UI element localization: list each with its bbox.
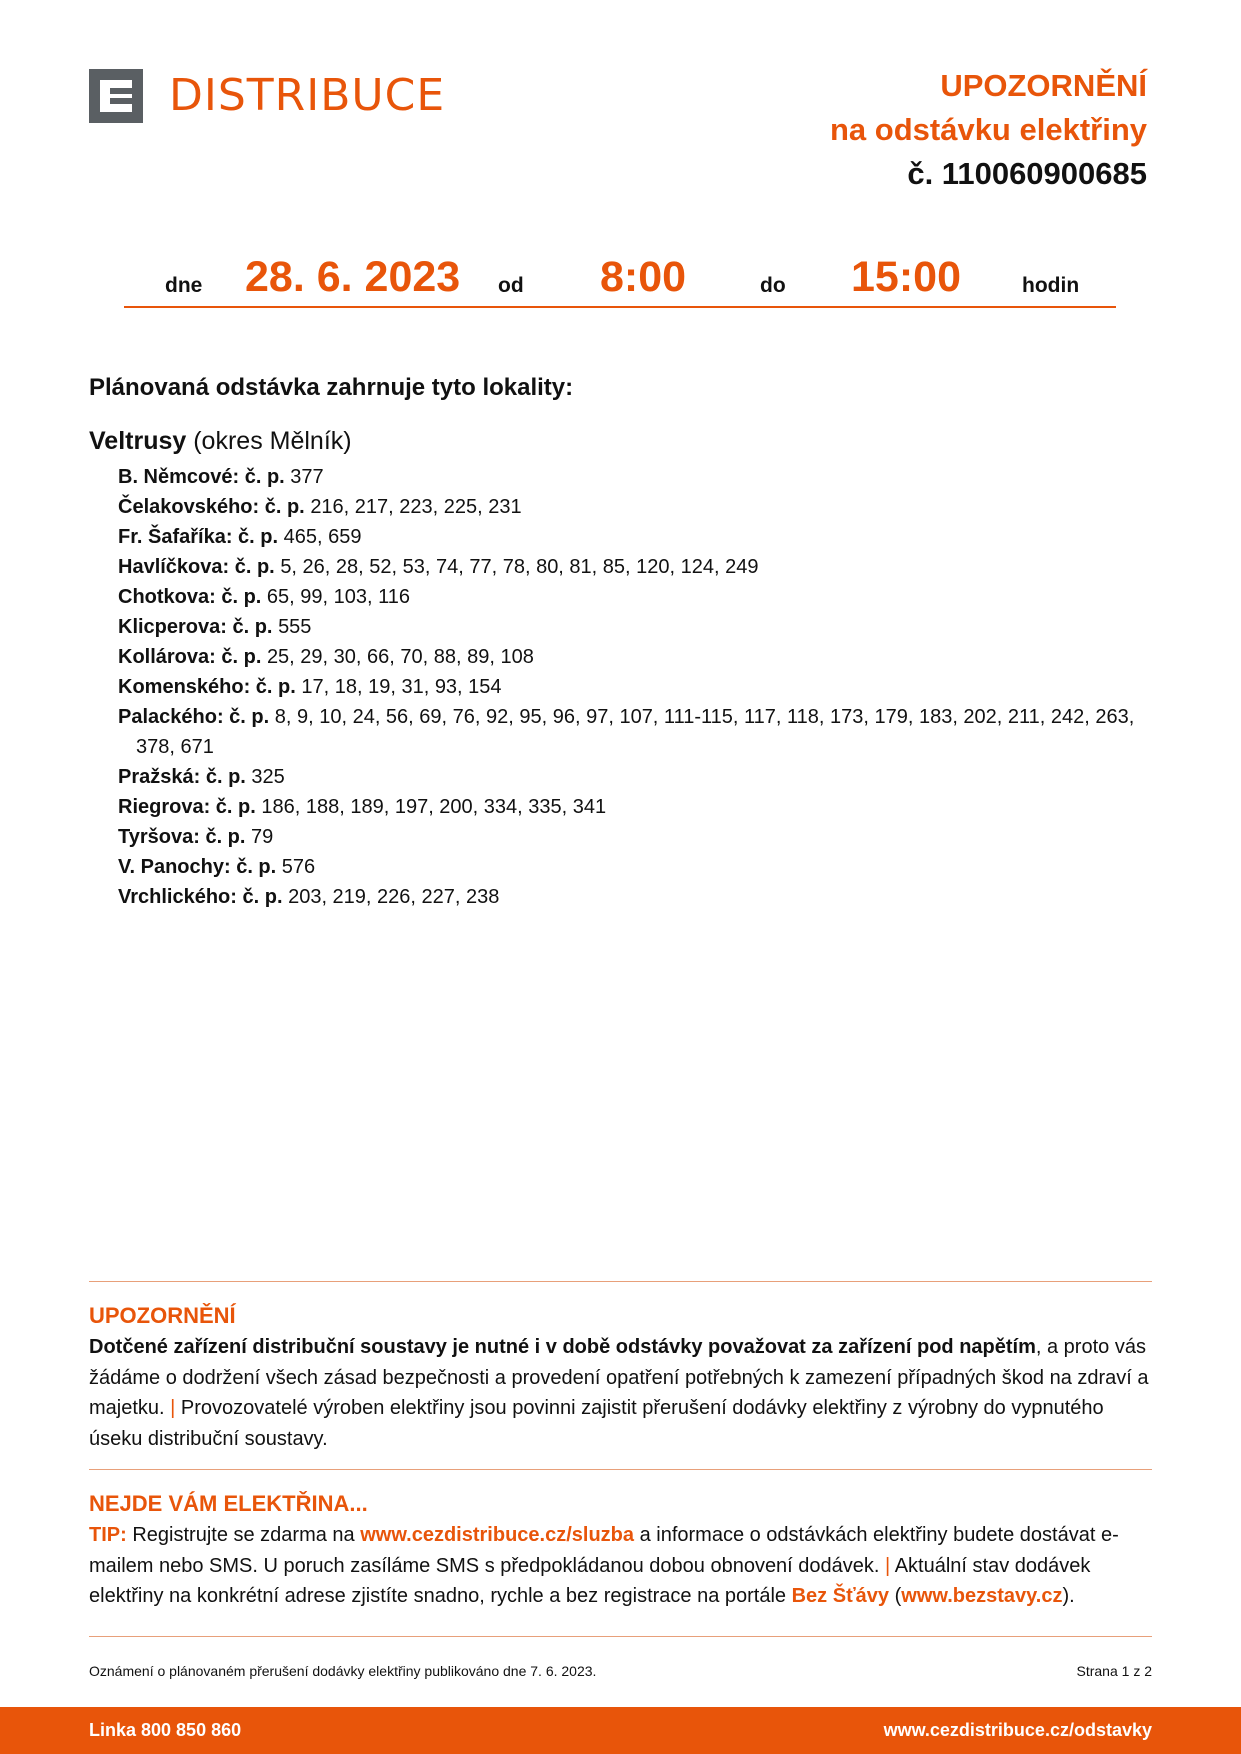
label-hours: hodin — [1022, 274, 1080, 297]
published-note: Oznámení o plánovaném přerušení dodávky elektřiny publikováno dne 7. 6. 2023. — [89, 1663, 597, 1679]
street-item — [118, 762, 1148, 792]
street-numbers: 576 — [281, 856, 316, 878]
street-numbers: 465, 659 — [283, 526, 362, 548]
street-item — [118, 552, 1148, 582]
street-numbers: 17, 18, 19, 31, 93, 154 — [301, 676, 502, 698]
street-item — [118, 582, 1148, 612]
town-line — [89, 427, 352, 456]
page-number: Strana 1 z 2 — [1076, 1663, 1152, 1679]
street-item — [118, 792, 1148, 822]
notice-title-block — [830, 64, 1147, 196]
street-item — [118, 492, 1148, 522]
street-numbers: 65, 99, 103, 116 — [266, 586, 411, 608]
separator: | — [885, 1554, 891, 1577]
tip-text-3: Aktuální stav dodávek elektřiny na konkrétní adrese zjistíte snadno, rychle a bez registrace na portále — [89, 1554, 1091, 1607]
street-name: Pražská: č. p. — [118, 766, 246, 788]
street-numbers: 216, 217, 223, 225, 231 — [310, 496, 522, 518]
no-power-text — [89, 1520, 1159, 1612]
street-name: Komenského: č. p. — [118, 676, 296, 698]
street-name: V. Panochy: č. p. — [118, 856, 277, 878]
warning-text — [89, 1332, 1159, 1454]
company-logo — [89, 69, 445, 123]
street-numbers: 186, 188, 189, 197, 200, 334, 335, 341 — [261, 796, 607, 818]
warning-bold-text: Dotčené zařízení distribuční soustavy je nutné i v době odstávky považovat za zařízení pod napětím — [89, 1336, 1036, 1358]
town-district: (okres Mělník) — [193, 427, 352, 455]
logo-text: DISTRIBUCE — [169, 70, 446, 121]
separator: | — [170, 1397, 176, 1419]
town-name: Veltrusy — [89, 427, 187, 455]
logo-mark-icon — [89, 69, 143, 123]
street-name: Tyršova: č. p. — [118, 826, 246, 848]
label-to: do — [760, 274, 786, 297]
footer-website-link[interactable]: www.cezdistribuce.cz/odstavky — [883, 1720, 1152, 1740]
street-numbers: 555 — [278, 616, 312, 638]
notice-number: č. 110060900685 — [907, 156, 1147, 191]
street-item — [118, 882, 1148, 912]
street-item — [118, 522, 1148, 552]
street-name: Chotkova: č. p. — [118, 586, 262, 608]
street-item — [118, 672, 1148, 702]
label-date: dne — [165, 274, 203, 297]
street-numbers: 377 — [290, 466, 324, 488]
tip-label: TIP: — [89, 1524, 127, 1546]
street-item — [118, 642, 1148, 672]
locations-heading: Plánovaná odstávka zahrnuje tyto lokality: — [89, 374, 574, 401]
street-item — [118, 702, 1148, 762]
street-name: B. Němcové: č. p. — [118, 466, 285, 488]
portal-name: Bez Šťávy — [791, 1585, 890, 1607]
street-name: Havlíčkova: č. p. — [118, 556, 275, 578]
time-to: 15:00 — [851, 253, 961, 301]
divider — [89, 1469, 1152, 1470]
street-item — [118, 822, 1148, 852]
bezstavy-link[interactable]: www.bezstavy.cz — [901, 1585, 1063, 1607]
warning-text-part: , a proto vás žádáme o dodržení všech zásad bezpečnosti a provedení opatření potřebných k zamezení případných škod na zdraví a majetku. — [89, 1336, 1149, 1419]
hotline[interactable]: Linka 800 850 860 — [89, 1720, 242, 1740]
street-numbers: 5, 26, 28, 52, 53, 74, 77, 78, 80, 81, 85, 120, 124, 249 — [280, 556, 759, 578]
divider — [89, 1636, 1152, 1637]
label-from: od — [498, 274, 524, 297]
street-numbers: 325 — [251, 766, 285, 788]
street-name: Palackého: č. p. — [118, 706, 270, 728]
outage-date: 28. 6. 2023 — [245, 253, 461, 301]
tip-text-1: Registrujte se zdarma na — [132, 1524, 355, 1546]
warning-title: UPOZORNĚNÍ — [89, 1303, 236, 1328]
street-name: Kollárova: č. p. — [118, 646, 262, 668]
no-power-title: NEJDE VÁM ELEKTŘINA... — [89, 1491, 368, 1516]
tip-text-2: a informace o odstávkách elektřiny budete dostávat e-mailem nebo SMS. U poruch zasíláme SMS s předpokládanou dobou obnovení dodávek. — [89, 1524, 1119, 1577]
street-item — [118, 612, 1148, 642]
street-numbers: 203, 219, 226, 227, 238 — [288, 886, 500, 908]
divider — [89, 1281, 1152, 1282]
street-numbers: 25, 29, 30, 66, 70, 88, 89, 108 — [266, 646, 534, 668]
street-name: Riegrova: č. p. — [118, 796, 256, 818]
registration-link[interactable]: www.cezdistribuce.cz/sluzba — [360, 1524, 635, 1546]
street-name: Čelakovského: č. p. — [118, 496, 305, 518]
footer-bar — [0, 1707, 1241, 1754]
street-name: Vrchlického: č. p. — [118, 886, 283, 908]
open-paren: ( — [894, 1585, 902, 1607]
street-numbers: 8, 9, 10, 24, 56, 69, 76, 92, 95, 96, 97, 107, 111-115, 117, 118, 173, 179, 183, 202, 211, 242, 263, 378, 671 — [136, 706, 1135, 758]
street-name: Klicperova: č. p. — [118, 616, 273, 638]
warning-text-second: Provozovatelé výroben elektřiny jsou povinni zajistit přerušení dodávky elektřiny z výrobny do vypnutého úseku distribuční soustavy. — [89, 1397, 1104, 1450]
street-item — [118, 852, 1148, 882]
street-numbers: 79 — [251, 826, 274, 848]
street-item — [118, 462, 1148, 492]
notice-title: UPOZORNĚNÍ — [940, 68, 1147, 103]
time-from: 8:00 — [600, 253, 687, 301]
outage-schedule — [124, 248, 1116, 308]
notice-subtitle: na odstávku elektřiny — [829, 112, 1147, 147]
street-name: Fr. Šafaříka: č. p. — [118, 526, 279, 548]
street-list — [118, 462, 1148, 912]
close-paren: ). — [1062, 1585, 1075, 1607]
